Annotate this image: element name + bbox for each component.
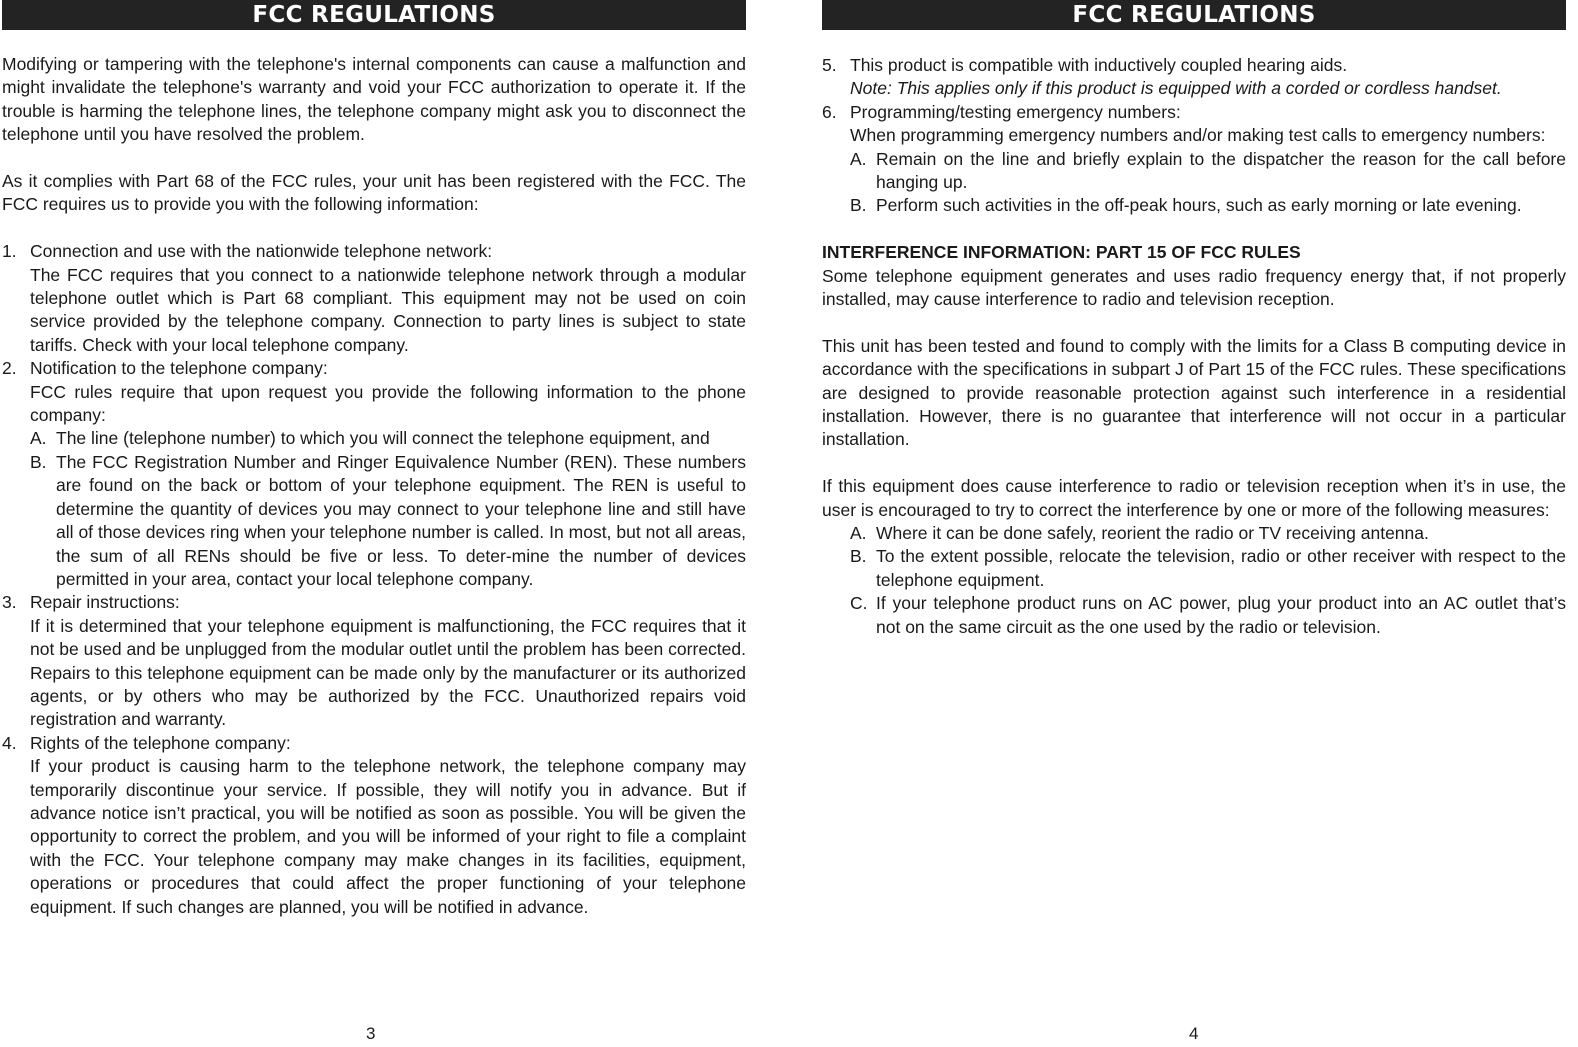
item-body: The FCC requires that you connect to a nationwide telephone network through a modular telephone outlet which is Part 68 compliant. This equipment may not be used on coin service provided by the telephone company. Connection to party lines is subject to state tariffs. Check with your local telephone company.: [30, 264, 746, 355]
item-body: FCC rules require that upon request you provide the following information to the phone company:: [30, 381, 746, 426]
measure-item: [822, 522, 1566, 545]
sub-item: [2, 427, 746, 450]
sub-item-letter: A.: [30, 428, 47, 449]
interference-paragraph: If this equipment does cause interference to radio or television reception when it’s in use, the user is encouraged to try to correct the interference by one or more of the following measures:: [822, 476, 1566, 520]
page-number: 3: [366, 1024, 376, 1043]
list-item: [2, 357, 746, 427]
sub-item-text: The FCC Registration Number and Ringer Equivalence Number (REN). These numbers are found on the back or bottom of your telephone equipment. The REN is useful to determine the quantity of devices you may connect to your telephone line and still have all of those devices ring when your telephone number is called. In most, but not all areas, the sum of all RENs should be five or less. To deter-mine the number of devices permitted in your area, contact your local telephone company.: [56, 451, 746, 589]
interference-paragraph: Some telephone equipment generates and uses radio frequency energy that, if not properly installed, may cause interference to radio and television reception.: [822, 265, 1566, 310]
sub-item-text: Perform such activities in the off-peak hours, such as early morning or late evening.: [876, 195, 1522, 216]
sub-item-text: Remain on the line and briefly explain to the dispatcher the reason for the call before hanging up.: [876, 148, 1566, 193]
item-title: Rights of the telephone company:: [30, 732, 291, 753]
page-content: [2, 53, 746, 919]
sub-item-letter: A.: [850, 148, 867, 169]
item-number: 1.: [2, 241, 17, 262]
measure-letter: B.: [850, 546, 867, 567]
page-number: 4: [1189, 1024, 1199, 1043]
item-title: Connection and use with the nationwide telephone network:: [30, 241, 493, 262]
sub-item: [822, 148, 1566, 195]
list-item: [822, 54, 1566, 101]
measure-letter: A.: [850, 523, 867, 544]
item-number: 2.: [2, 358, 17, 379]
intro-paragraph: As it complies with Part 68 of the FCC rules, your unit has been registered with the FCC. The FCC requires us to provide you with the following information:: [2, 171, 746, 215]
page-3: [2, 0, 746, 919]
list-item: [822, 101, 1566, 148]
section-heading: INTERFERENCE INFORMATION: PART 15 OF FCC RULES: [822, 242, 1301, 263]
page-header: FCC REGULATIONS: [822, 0, 1566, 30]
item-note: Note: This applies only if this product is equipped with a corded or cordless handset.: [850, 78, 1502, 99]
sub-item: [2, 451, 746, 591]
list-item: [2, 732, 746, 919]
measure-text: If your telephone product runs on AC power, plug your product into an AC outlet that’s not on the same circuit as the one used by the radio or television.: [876, 593, 1566, 637]
measure-text: Where it can be done safely, reorient the radio or TV receiving antenna.: [876, 523, 1429, 544]
list-item: [2, 591, 746, 731]
item-number: 6.: [822, 101, 837, 122]
item-title: Repair instructions:: [30, 592, 180, 613]
item-number: 3.: [2, 592, 17, 613]
item-number: 5.: [822, 55, 837, 75]
page-4: [822, 0, 1566, 639]
item-number: 4.: [2, 732, 17, 753]
sub-item-text: The line (telephone number) to which you will connect the telephone equipment, and: [56, 428, 710, 449]
interference-paragraph: This unit has been tested and found to comply with the limits for a Class B computing device in accordance with the specifications in subpart J of Part 15 of the FCC rules. These specifications are designed to provide reasonable protection against such interference in a residential installation. However, there is no guarantee that interference will not occur in a particular installation.: [822, 335, 1566, 450]
list-item: [2, 240, 746, 357]
item-title: This product is compatible with inductively coupled hearing aids.: [850, 55, 1348, 75]
item-title: Notification to the telephone company:: [30, 358, 328, 379]
measure-item: [822, 592, 1566, 639]
measure-text: To the extent possible, relocate the television, radio or other receiver with respect to the telephone equipment.: [876, 546, 1566, 590]
sub-item: [822, 194, 1566, 217]
page-header: FCC REGULATIONS: [2, 0, 746, 30]
measure-item: [822, 545, 1566, 592]
sub-item-letter: B.: [30, 451, 47, 472]
item-body: If it is determined that your telephone equipment is malfunctioning, the FCC requires that it not be used and be unplugged from the modular outlet until the problem has been corrected. Repairs to this telephone equipment can be made only by the manufacturer or its authorized agents, or by others who may be authorized by the FCC. Unauthorized repairs void registration and warranty.: [30, 615, 746, 730]
sub-item-letter: B.: [850, 195, 867, 216]
page-content: [822, 54, 1566, 639]
item-body: When programming emergency numbers and/or making test calls to emergency numbers:: [850, 125, 1546, 146]
measure-letter: C.: [850, 593, 868, 614]
item-body: If your product is causing harm to the telephone network, the telephone company may temporarily discontinue your service. If possible, they will notify you in advance. But if advance notice isn’t practical, you will be notified as soon as possible. You will be given the opportunity to correct the problem, and you will be informed of your right to file a complaint with the FCC. Your telephone company may make changes in its facilities, equipment, operations or procedures that could affect the proper functioning of your telephone equipment. If such changes are planned, you will be notified in advance.: [30, 756, 746, 917]
item-title: Programming/testing emergency numbers:: [850, 101, 1181, 122]
intro-paragraph: Modifying or tampering with the telephone's internal components can cause a malfunction and might invalidate the telephone's warranty and void your FCC authorization to operate it. If the trouble is harming the telephone lines, the telephone company might ask you to disconnect the telephone until you have resolved the problem.: [2, 54, 746, 145]
